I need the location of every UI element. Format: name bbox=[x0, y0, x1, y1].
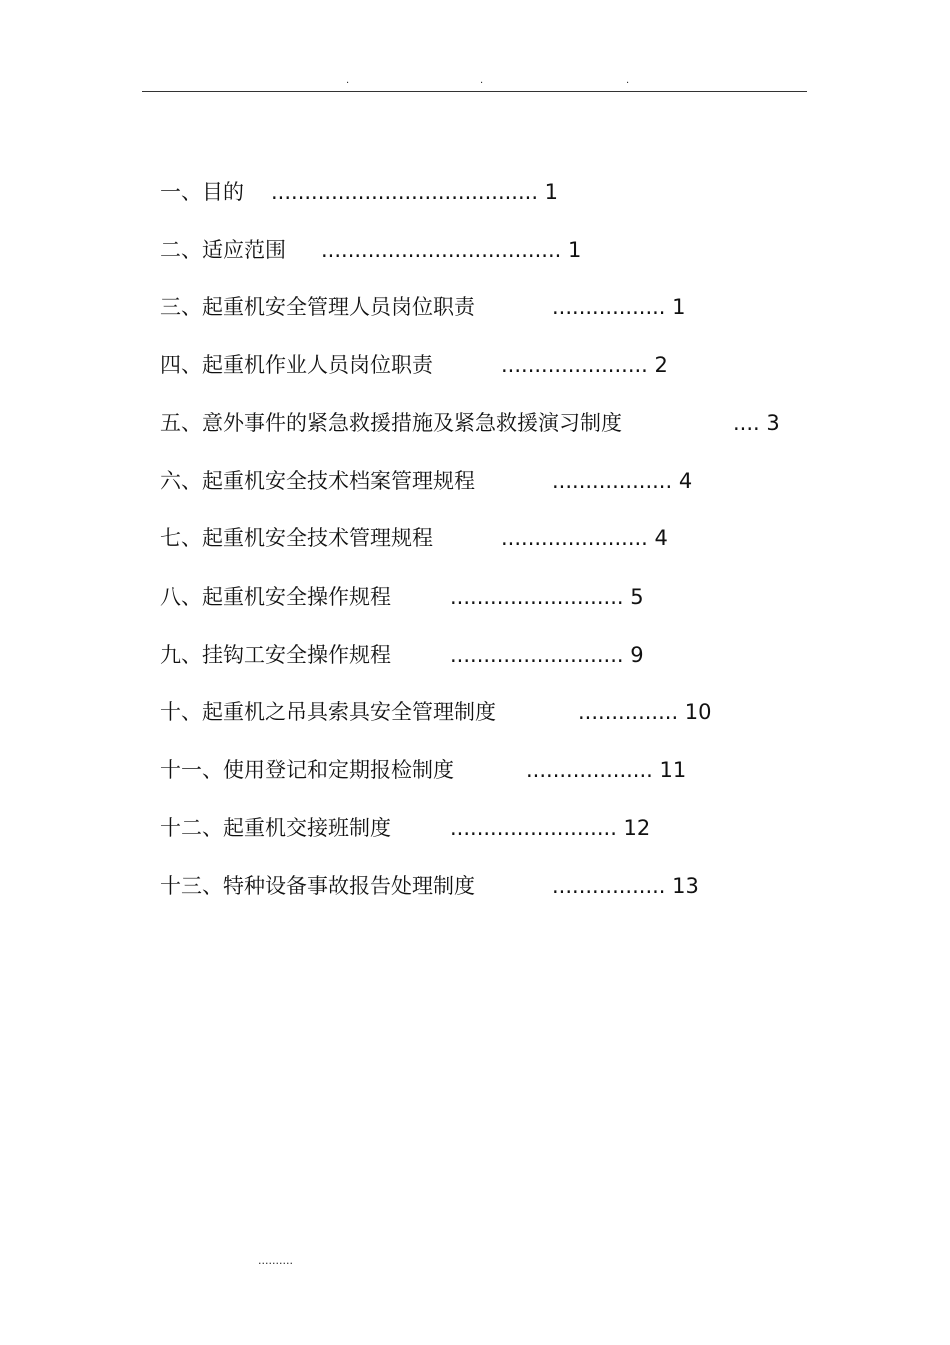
toc-title: 十二、起重机交接班制度 bbox=[160, 816, 391, 840]
toc-title: 二、适应范围 bbox=[160, 238, 286, 262]
header-dot: . bbox=[626, 75, 630, 86]
toc-title: 六、起重机安全技术档案管理规程 bbox=[160, 469, 475, 493]
toc-leader-page: .................................... 1 bbox=[321, 238, 582, 262]
toc-title: 八、起重机安全操作规程 bbox=[160, 585, 391, 609]
toc-title: 十一、使用登记和定期报检制度 bbox=[160, 758, 454, 782]
toc-title: 四、起重机作业人员岗位职责 bbox=[160, 353, 433, 377]
toc-leader-page: ...................... 2 bbox=[501, 353, 668, 377]
toc-title: 十三、特种设备事故报告处理制度 bbox=[160, 874, 475, 898]
toc-leader-page: .... 3 bbox=[733, 411, 780, 435]
toc-leader-page: ............... 10 bbox=[578, 700, 712, 724]
toc-leader-page: ................. 1 bbox=[552, 295, 686, 319]
toc-leader-page: ................... 11 bbox=[526, 758, 687, 782]
toc-title: 一、目的 bbox=[160, 180, 244, 204]
toc-leader-page: .......................... 9 bbox=[450, 643, 644, 667]
toc-leader-page: .................. 4 bbox=[552, 469, 693, 493]
header-dot: . bbox=[480, 75, 484, 86]
footer-dots: .......... bbox=[258, 1254, 293, 1267]
toc-title: 五、意外事件的紧急救援措施及紧急救援演习制度 bbox=[160, 411, 622, 435]
header-rule bbox=[142, 91, 807, 92]
toc-title: 七、起重机安全技术管理规程 bbox=[160, 526, 433, 550]
toc-title: 十、起重机之吊具索具安全管理制度 bbox=[160, 700, 496, 724]
toc-leader-page: ......................... 12 bbox=[450, 816, 651, 840]
toc-leader-page: ........................................ 1 bbox=[271, 180, 559, 204]
toc-title: 九、挂钩工安全操作规程 bbox=[160, 643, 391, 667]
header-dot: . bbox=[346, 75, 350, 86]
toc-title: 三、起重机安全管理人员岗位职责 bbox=[160, 295, 475, 319]
toc-leader-page: ................. 13 bbox=[552, 874, 699, 898]
toc-leader-page: .......................... 5 bbox=[450, 585, 644, 609]
toc-leader-page: ...................... 4 bbox=[501, 526, 668, 550]
